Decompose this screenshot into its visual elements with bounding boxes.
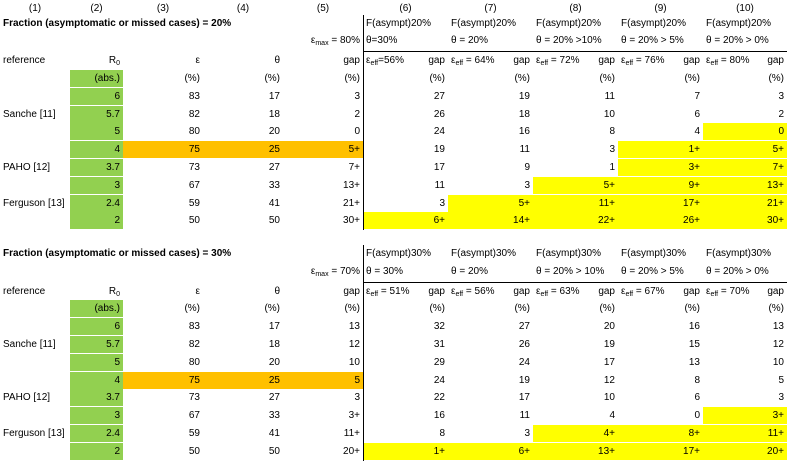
data-cell: 20	[268, 126, 280, 138]
data-cell: 3	[354, 90, 360, 102]
data-cell: 24	[518, 356, 530, 368]
data-cell: 22	[433, 392, 445, 404]
data-cell: 6	[694, 392, 700, 404]
data-cell: 6+	[363, 212, 448, 229]
unit-pct: (%)	[599, 72, 615, 84]
unit-pct: (%)	[514, 303, 530, 315]
data-cell: 9+	[618, 177, 703, 194]
theta-header: θ	[274, 55, 280, 67]
data-cell: 17+	[618, 195, 703, 212]
eps-eff-value: = 67%	[633, 285, 665, 297]
reference-name	[0, 318, 70, 335]
scenario-header: F(asympt)20%	[451, 17, 517, 29]
data-cell: 21+	[343, 197, 360, 209]
data-cell: 67	[188, 410, 200, 422]
column-number: (7)	[484, 3, 497, 14]
data-cell: 2	[778, 108, 784, 120]
data-cell: 13+	[703, 177, 787, 194]
header-underline	[363, 51, 787, 52]
data-cell: 16	[688, 321, 700, 333]
data-cell: 17	[268, 321, 280, 333]
unit-pct: (%)	[184, 303, 200, 315]
data-cell: 3	[524, 428, 530, 439]
eps-eff-symbol: ε	[366, 55, 371, 67]
r0-header	[70, 52, 123, 69]
gap-header: gap	[513, 285, 530, 297]
data-cell: 18	[268, 339, 280, 350]
eps-max-subscript: max	[315, 270, 329, 278]
data-cell: 30+	[343, 215, 360, 227]
data-cell: 17	[603, 356, 615, 368]
data-cell: 29	[433, 356, 445, 368]
data-cell: 3	[778, 90, 784, 102]
column-divider	[363, 245, 364, 461]
eps-eff-symbol: ε	[451, 285, 456, 297]
scenario-header: F(asympt)30%	[366, 248, 432, 259]
theta-header: θ	[274, 285, 280, 297]
eps-eff-symbol: ε	[621, 55, 626, 67]
gap-header: gap	[343, 285, 360, 297]
eps-eff-value: = 70%	[718, 285, 750, 297]
data-cell: 5+	[533, 177, 618, 194]
data-cell: 10	[603, 108, 615, 120]
data-cell: 17	[433, 161, 445, 173]
unit-pct: (%)	[429, 72, 445, 84]
data-cell: 31	[433, 339, 445, 350]
section-title: Fraction (asymptomatic or missed cases) = 30%	[3, 248, 232, 259]
eps-max-symbol: ε	[310, 265, 316, 277]
eps-max-value: = 70%	[328, 265, 360, 277]
column-number: (2)	[90, 3, 103, 14]
column-number: (4)	[236, 3, 250, 14]
data-cell: 11	[519, 410, 530, 422]
data-cell: 13	[688, 356, 700, 368]
data-cell: 0	[703, 123, 787, 140]
scenario-theta: θ = 20% >10%	[536, 35, 602, 47]
data-cell: 7+	[703, 159, 787, 176]
data-cell: 22+	[533, 212, 618, 229]
data-cell: 5.7	[70, 336, 123, 353]
gap-header: gap	[598, 285, 615, 297]
scenario-theta: θ = 20% > 5%	[621, 265, 684, 277]
data-cell: 67	[188, 179, 200, 191]
unit-pct: (%)	[514, 72, 530, 84]
data-cell: 3	[524, 179, 530, 191]
scenario-header: F(asympt)20%	[536, 17, 602, 29]
data-cell: 3.7	[70, 159, 123, 176]
data-cell: 4	[70, 372, 123, 389]
data-cell: 24	[433, 374, 445, 386]
unit-pct: (%)	[768, 72, 784, 84]
reference-name: PAHO [12]	[3, 161, 51, 173]
data-cell: 8+	[618, 425, 703, 442]
data-cell: 33	[268, 410, 280, 422]
data-cell: 27	[268, 161, 280, 173]
reference-name: Ferguson [13]	[3, 197, 65, 209]
eps-eff-subscript: eff	[625, 60, 634, 68]
data-cell: 1	[609, 161, 615, 173]
reference-name	[0, 443, 70, 460]
eps-eff-subscript: eff	[370, 290, 379, 298]
data-cell: 2	[70, 212, 123, 229]
r0-subscript: 0	[116, 60, 120, 68]
eps-eff-subscript: eff	[710, 60, 719, 68]
data-cell: 3+	[348, 410, 360, 422]
unit-pct: (%)	[429, 303, 445, 315]
data-cell: 5.7	[70, 106, 123, 123]
reference-name: PAHO [12]	[3, 392, 51, 404]
scenario-theta: θ = 20%	[451, 35, 488, 47]
eps-eff-symbol: ε	[706, 285, 711, 297]
data-cell: 0	[354, 126, 360, 138]
data-cell: 15	[688, 339, 700, 350]
data-cell: 80	[188, 356, 200, 368]
data-cell: 4	[70, 141, 123, 158]
data-cell: 20+	[343, 445, 360, 457]
scenario-theta: θ = 20% > 5%	[621, 35, 684, 47]
eps-max-subscript: max	[315, 40, 329, 48]
reference-name: Ferguson [13]	[3, 428, 65, 439]
eps-eff-value: = 63%	[548, 285, 580, 297]
unit-pct: (%)	[768, 303, 784, 315]
gap-header: gap	[428, 285, 445, 297]
data-cell: 11+	[703, 425, 787, 442]
data-cell: 3	[70, 407, 123, 424]
reference-name	[0, 88, 70, 105]
r0-unit: (abs.)	[70, 70, 123, 87]
data-cell: 20+	[703, 443, 787, 460]
reference-name	[0, 177, 70, 194]
data-cell: 3+	[618, 159, 703, 176]
data-cell: 25	[203, 141, 283, 158]
column-divider	[363, 15, 364, 231]
r0-unit: (abs.)	[70, 300, 123, 317]
r0-subscript: 0	[116, 290, 120, 298]
column-number: (10)	[736, 3, 754, 14]
r0-symbol: R	[108, 55, 117, 67]
eps-eff-symbol: ε	[621, 285, 626, 297]
column-number: (5)	[316, 3, 330, 14]
data-cell: 10	[348, 356, 360, 368]
data-cell: 41	[268, 197, 280, 209]
data-cell: 26+	[618, 212, 703, 229]
r0-symbol: R	[108, 285, 117, 297]
data-cell: 17	[268, 90, 280, 102]
data-cell: 12	[348, 339, 360, 350]
data-cell: 50	[268, 215, 280, 227]
data-cell: 6+	[448, 443, 533, 460]
data-cell: 2.4	[70, 195, 123, 212]
gap-header: gap	[683, 55, 700, 67]
eps-eff-value: =56%	[378, 55, 404, 67]
eps-eff-symbol: ε	[536, 285, 541, 297]
column-number: (3)	[156, 3, 170, 14]
reference-name	[0, 141, 70, 158]
data-cell: 12	[772, 339, 784, 350]
eps-eff-value: = 51%	[378, 285, 410, 297]
data-cell: 20	[603, 321, 615, 333]
r0-header	[70, 283, 123, 300]
data-cell: 27	[433, 90, 445, 102]
data-cell: 59	[188, 428, 200, 439]
data-cell: 27	[518, 321, 530, 333]
data-cell: 26	[433, 108, 445, 120]
eps-max-value: = 80%	[328, 35, 360, 47]
column-number: (9)	[654, 3, 667, 14]
scenario-header: F(asympt)30%	[706, 248, 772, 259]
data-cell: 11	[604, 90, 615, 102]
reference-name	[0, 372, 70, 389]
data-cell: 5	[70, 123, 123, 140]
reference-name	[0, 354, 70, 371]
data-cell: 19	[433, 144, 445, 156]
eps-eff-subscript: eff	[455, 290, 464, 298]
gap-header: gap	[767, 55, 784, 67]
unit-pct: (%)	[184, 72, 200, 84]
data-cell: 1+	[363, 443, 448, 460]
column-number: (6)	[399, 3, 412, 14]
data-cell: 73	[188, 392, 200, 404]
scenario-theta: θ=30%	[366, 35, 398, 47]
data-cell: 4+	[533, 425, 618, 442]
data-cell: 13	[772, 321, 784, 333]
scenario-theta: θ = 30%	[366, 265, 403, 277]
gap-header: gap	[683, 285, 700, 297]
data-cell: 16	[433, 410, 445, 422]
scenario-header: F(asympt)20%	[621, 17, 687, 29]
data-cell: 13+	[533, 443, 618, 460]
eps-eff-value: = 64%	[463, 55, 495, 67]
data-cell: 16	[518, 126, 530, 138]
data-cell: 1+	[618, 141, 703, 158]
data-cell: 7	[694, 90, 700, 102]
gap-header: gap	[428, 55, 445, 67]
scenario-header: F(asympt)30%	[451, 248, 517, 259]
scenario-header: F(asympt)20%	[366, 17, 432, 29]
data-cell: 50	[188, 215, 200, 227]
scenario-theta: θ = 20% > 0%	[706, 35, 769, 47]
data-cell: 25	[203, 372, 283, 389]
data-cell: 41	[268, 428, 280, 439]
reference-name	[0, 212, 70, 229]
eps-eff-symbol: ε	[366, 285, 371, 297]
data-cell: 2.4	[70, 425, 123, 442]
unit-pct: (%)	[264, 72, 280, 84]
gap-header: gap	[513, 55, 530, 67]
data-cell: 3	[354, 392, 360, 404]
eps-eff-symbol: ε	[451, 55, 456, 67]
data-cell: 19	[518, 374, 530, 386]
data-cell: 3.7	[70, 389, 123, 406]
data-cell: 5	[283, 372, 363, 389]
data-cell: 18	[268, 108, 280, 120]
data-cell: 19	[603, 339, 615, 350]
eps-eff-symbol: ε	[706, 55, 711, 67]
epsilon-header: ε	[195, 55, 200, 67]
data-cell: 8	[439, 428, 445, 439]
eps-eff-subscript: eff	[625, 290, 634, 298]
data-cell: 9	[524, 161, 530, 173]
data-cell: 24	[433, 126, 445, 138]
data-cell: 3	[609, 144, 615, 156]
data-cell: 2	[354, 108, 360, 120]
reference-name	[0, 123, 70, 140]
data-cell: 82	[188, 108, 200, 120]
reference-name	[0, 407, 70, 424]
data-cell: 5+	[703, 141, 787, 158]
data-cell: 21+	[703, 195, 787, 212]
data-cell: 11+	[343, 428, 360, 439]
data-cell: 6	[70, 88, 123, 105]
unit-pct: (%)	[264, 303, 280, 315]
data-cell: 80	[188, 126, 200, 138]
data-cell: 30+	[703, 212, 787, 229]
data-cell: 3	[778, 392, 784, 404]
gap-header: gap	[343, 55, 360, 67]
data-cell: 6	[694, 108, 700, 120]
eps-eff-subscript: eff	[455, 60, 464, 68]
epsilon-header: ε	[195, 285, 200, 297]
data-cell: 83	[188, 90, 200, 102]
data-cell: 8	[609, 126, 615, 138]
data-cell: 7+	[348, 161, 360, 173]
data-cell: 6	[70, 318, 123, 335]
data-cell: 73	[188, 161, 200, 173]
data-cell: 13+	[343, 179, 360, 191]
unit-pct: (%)	[344, 303, 360, 315]
eps-eff-subscript: eff	[540, 60, 549, 68]
eps-max-label	[283, 263, 363, 280]
column-number: (1)	[28, 3, 42, 14]
data-cell: 3	[439, 197, 445, 209]
data-cell: 33	[268, 179, 280, 191]
scenario-header: F(asympt)30%	[621, 248, 687, 259]
eps-eff-value: = 80%	[718, 55, 750, 67]
data-cell: 5+	[448, 195, 533, 212]
eps-max-symbol: ε	[310, 35, 316, 47]
data-cell: 5+	[283, 141, 363, 158]
data-cell: 8	[694, 374, 700, 386]
data-cell: 19	[518, 90, 530, 102]
data-cell: 26	[518, 339, 530, 350]
data-cell: 4	[694, 126, 700, 138]
unit-pct: (%)	[599, 303, 615, 315]
scenario-theta: θ = 20% > 0%	[706, 265, 769, 277]
scenario-theta: θ = 20% > 10%	[536, 265, 605, 277]
scenario-header: F(asympt)20%	[706, 17, 772, 29]
data-cell: 32	[433, 321, 445, 333]
eps-eff-symbol: ε	[536, 55, 541, 67]
data-cell: 75	[123, 372, 203, 389]
eps-eff-subscript: eff	[540, 290, 549, 298]
reference-header: reference	[3, 55, 46, 67]
data-cell: 13	[348, 321, 360, 333]
reference-name: Sanche [11]	[3, 339, 56, 350]
data-cell: 11	[434, 179, 445, 191]
eps-eff-subscript: eff	[370, 60, 379, 68]
data-cell: 12	[603, 374, 615, 386]
reference-header: reference	[3, 285, 46, 297]
data-cell: 5	[70, 354, 123, 371]
data-cell: 0	[694, 410, 700, 422]
section-title: Fraction (asymptomatic or missed cases) = 20%	[3, 17, 232, 29]
eps-eff-value: = 76%	[633, 55, 665, 67]
data-cell: 50	[188, 445, 200, 457]
eps-eff-subscript: eff	[710, 290, 719, 298]
gap-header: gap	[767, 285, 784, 297]
scenario-theta: θ = 20%	[451, 265, 488, 277]
gap-header: gap	[598, 55, 615, 67]
data-cell: 14+	[448, 212, 533, 229]
eps-max-label	[283, 32, 363, 49]
data-cell: 11+	[533, 195, 618, 212]
data-cell: 83	[188, 321, 200, 333]
data-cell: 4	[609, 410, 615, 422]
column-number: (8)	[569, 3, 582, 14]
unit-pct: (%)	[344, 72, 360, 84]
data-cell: 3+	[703, 407, 787, 424]
scenario-header: F(asympt)30%	[536, 248, 602, 259]
data-cell: 10	[603, 392, 615, 404]
data-cell: 2	[70, 443, 123, 460]
data-cell: 17+	[618, 443, 703, 460]
unit-pct: (%)	[684, 72, 700, 84]
data-cell: 10	[772, 356, 784, 368]
data-cell: 17	[518, 392, 530, 404]
reference-name: Sanche [11]	[3, 108, 56, 120]
eps-eff-value: = 72%	[548, 55, 580, 67]
data-cell: 3	[70, 177, 123, 194]
header-underline	[363, 282, 787, 283]
data-cell: 82	[188, 339, 200, 350]
eps-eff-value: = 56%	[463, 285, 495, 297]
data-cell: 18	[518, 108, 530, 120]
data-cell: 5	[778, 374, 784, 386]
data-cell: 20	[268, 356, 280, 368]
data-cell: 50	[268, 445, 280, 457]
data-cell: 11	[519, 144, 530, 156]
data-cell: 27	[268, 392, 280, 404]
unit-pct: (%)	[684, 303, 700, 315]
data-cell: 75	[123, 141, 203, 158]
data-cell: 59	[188, 197, 200, 209]
